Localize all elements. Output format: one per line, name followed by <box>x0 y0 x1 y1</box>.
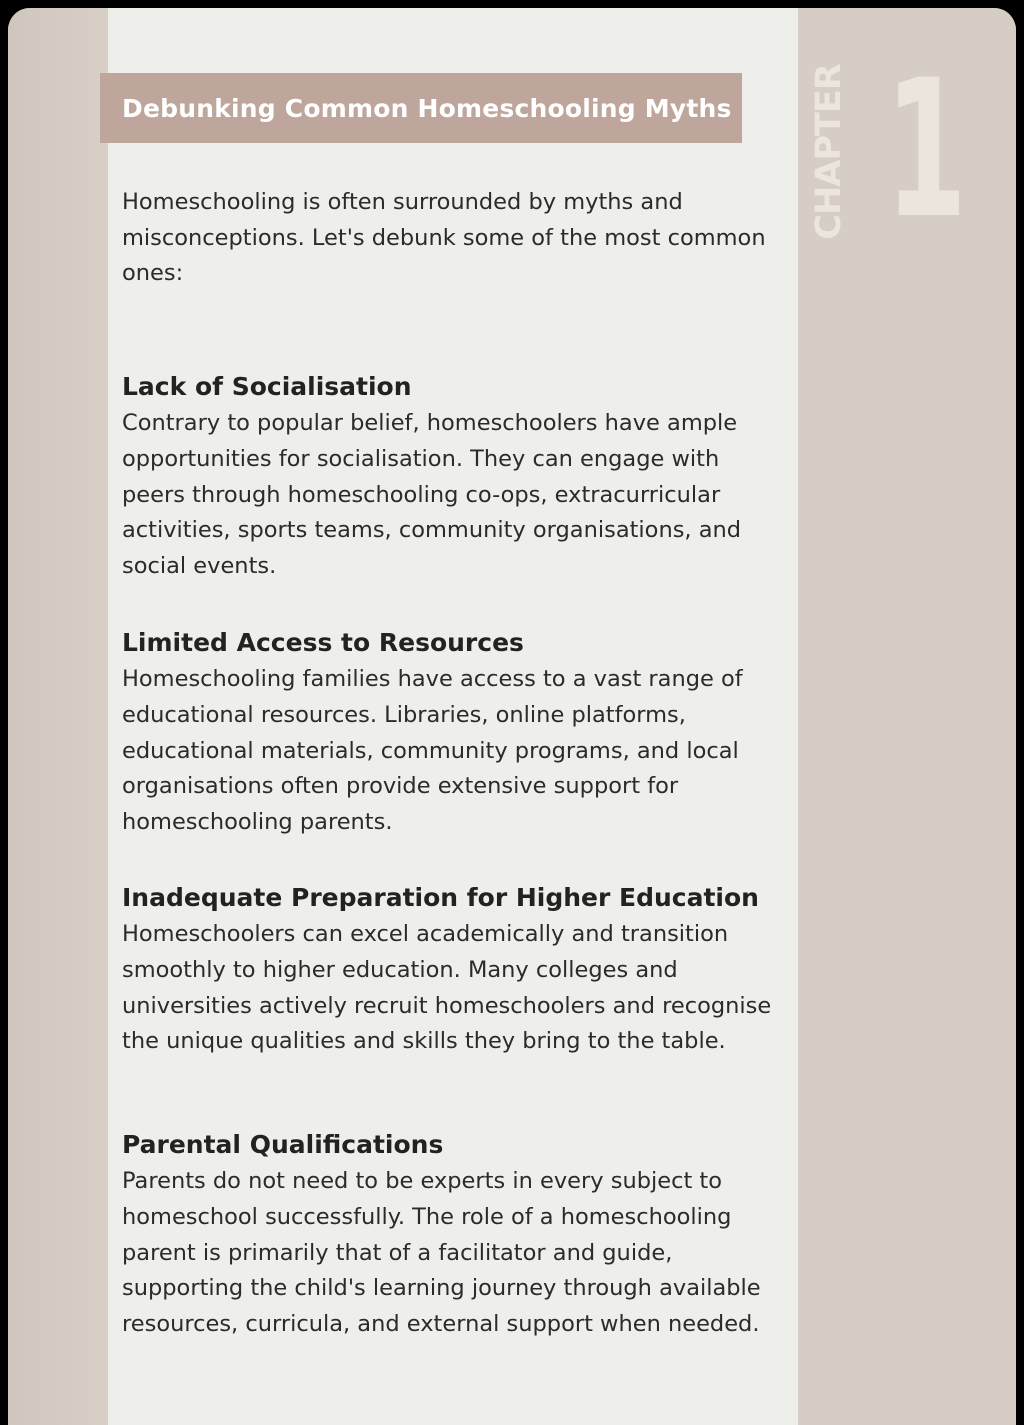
left-margin-panel <box>8 8 108 1425</box>
myth-section-socialisation <box>122 368 772 585</box>
section-body: Parents do not need to be experts in every subject to homeschool successfully. The role of a homeschooling parent is primarily that of a facilitator and guide, supporting the child's learning journey through available resources, curricula, and external support when needed. <box>122 1168 761 1338</box>
section-body: Contrary to popular belief, homeschoolers have ample opportunities for socialisation. They can engage with peers through homeschooling co-ops, extracurricular activities, sports teams, community organisations, and social events. <box>122 410 742 580</box>
section-body: Homeschoolers can excel academically and transition smoothly to higher education. Many colleges and universities actively recruit homeschoolers and recognise the unique qualities and skills they bring to the table. <box>122 921 772 1055</box>
intro-paragraph: Homeschooling is often surrounded by myths and misconceptions. Let's debunk some of the most common ones: <box>122 189 766 286</box>
section-heading: Limited Access to Resources <box>122 628 524 657</box>
section-heading: Lack of Socialisation <box>122 372 412 401</box>
section-body: Homeschooling families have access to a vast range of educational resources. Libraries, online platforms, educational materials, community programs, and local organisations often provide extensive support for homeschooling parents. <box>122 666 743 836</box>
myth-section-higher-education <box>122 879 772 1060</box>
chapter-number: 1 <box>885 39 967 260</box>
page-title: Debunking Common Homeschooling Myths <box>122 93 732 123</box>
chapter-label: CHAPTER <box>809 64 849 240</box>
section-heading: Inadequate Preparation for Higher Education <box>122 883 759 912</box>
myth-section-parental-qualifications <box>122 1126 772 1343</box>
myth-section-resources <box>122 624 772 841</box>
section-heading: Parental Qualifications <box>122 1130 444 1159</box>
article-content <box>122 185 772 1338</box>
title-banner <box>100 73 742 143</box>
